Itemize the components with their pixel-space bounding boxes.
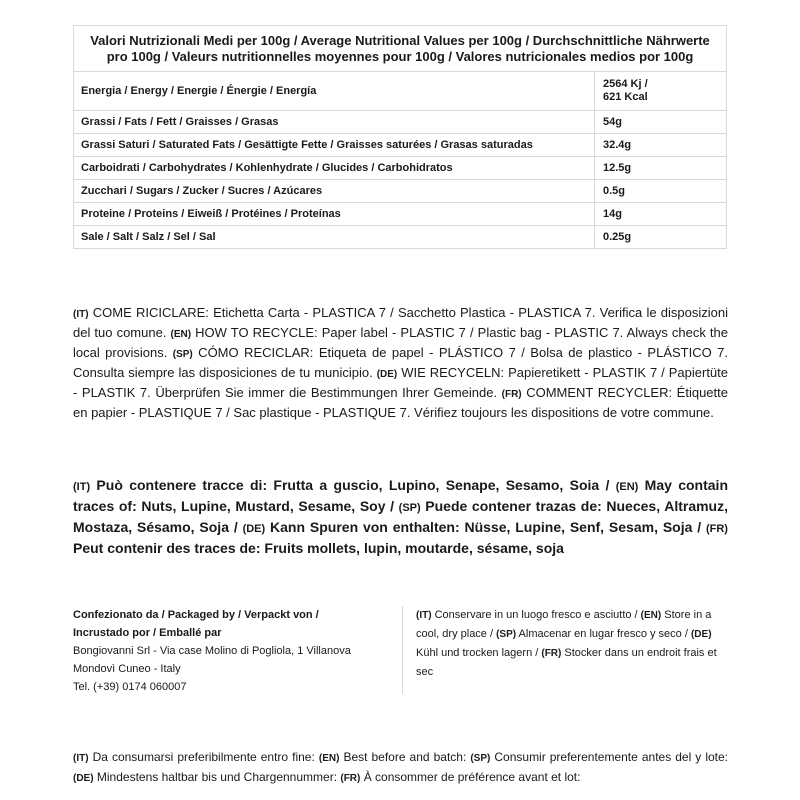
recycling-text-de: WIE RECYCELN: Papieretikett - PLASTIK 7 / Papiertüte - PLASTIK 7. Überprüfen Sie immer die Bestimmungen Ihrer Gemeinde. [73, 365, 728, 400]
energy-kj: 2564 Kj / [603, 78, 648, 90]
lang-tag-sp: (SP) [398, 502, 421, 514]
allergen-warning [73, 476, 728, 558]
packager-heading-line1: Confezionato da / Packaged by / Verpackt von / [73, 609, 319, 621]
nutrition-value: 14g [603, 208, 622, 220]
nutrition-table [73, 25, 727, 249]
lang-tag-fr: (FR) [705, 523, 728, 535]
lang-tag-de: (DE) [376, 369, 398, 380]
lang-tag-it: (IT) [73, 309, 89, 320]
allergen-text-de: Kann Spuren von enthalten: Nüsse, Lupine, Senf, Sesam, Soja / [265, 519, 706, 535]
lang-tag-it: (IT) [73, 753, 89, 764]
packager-phone: Tel. (+39) 0174 060007 [73, 681, 187, 693]
storage-text-en: Store in a cool, dry place / [416, 609, 712, 640]
nutrition-label: Proteine / Proteins / Eiweiß / Protéines / Proteínas [74, 203, 595, 225]
nutrition-row-salt [74, 226, 726, 248]
packager-address-line2: Mondovì Cuneo - Italy [73, 663, 181, 675]
storage-text-sp: Almacenar en lugar fresco y seco / [516, 628, 691, 640]
lang-tag-fr: (FR) [501, 389, 522, 400]
recycling-text-fr: COMMENT RECYCLER: Étiquette en papier - PLASTIQUE 7 / Sac plastique - PLASTIQUE 7. Vérifiez toujours les dispositions de votre commune. [73, 385, 728, 420]
nutrition-row-energy [74, 72, 726, 111]
recycling-text-sp: CÓMO RECICLAR: Etiqueta de papel - PLÁSTICO 7 / Bolsa de plastico - PLÁSTICO 7. Consulta siempre las disposiciones de tu municipio. [73, 345, 728, 380]
best-before-text-en: Best before and batch: [339, 750, 471, 764]
nutrition-label: Grassi Saturi / Saturated Fats / Gesättigte Fette / Graisses saturées / Grasas saturadas [74, 134, 595, 156]
nutrition-value: 0.25g [603, 231, 632, 243]
lang-tag-en: (EN) [170, 329, 192, 340]
lang-tag-de: (DE) [73, 773, 94, 784]
lang-tag-sp: (SP) [470, 753, 491, 764]
allergen-text-en: May contain traces of: Nuts, Lupine, Mustard, Sesame, Soy / [73, 477, 729, 514]
nutrition-row-saturated-fats [74, 134, 726, 157]
column-divider [402, 606, 403, 694]
storage-text-fr: Stocker dans un endroit frais et sec [416, 647, 717, 678]
nutrition-value [595, 72, 726, 110]
lang-tag-sp: (SP) [172, 349, 193, 360]
allergen-text-sp: Puede contener trazas de: Nueces, Altramuz, Mostaza, Sésamo, Soja / [73, 498, 728, 535]
nutrition-row-carbohydrates [74, 157, 726, 180]
lang-tag-it: (IT) [73, 481, 91, 493]
nutrition-row-proteins [74, 203, 726, 226]
storage-text-de: Kühl und trocken lagern / [416, 647, 542, 659]
allergen-text-it: Può contenere tracce di: Frutta a guscio, Lupino, Senape, Sesamo, Soia / [90, 477, 616, 493]
nutrition-row-sugars [74, 180, 726, 203]
nutrition-label: Grassi / Fats / Fett / Graisses / Grasas [74, 111, 595, 133]
packager-heading-line2: Incrustado por / Emballé par [73, 627, 222, 639]
lang-tag-sp: (SP) [496, 629, 517, 640]
recycling-text-it: COME RICICLARE: Etichetta Carta - PLASTICA 7 / Sacchetto Plastica - PLASTICA 7. Verifica le disposizioni del tuo comune. [73, 305, 728, 340]
storage-text-it: Conservare in un luogo fresco e asciutto / [431, 609, 641, 621]
nutrition-value: 54g [603, 116, 622, 128]
best-before-info [73, 748, 728, 788]
nutrition-label: Zucchari / Sugars / Zucker / Sucres / Azúcares [74, 180, 595, 202]
allergen-text-fr: Peut contenir des traces de: Fruits mollets, lupin, moutarde, sésame, soja [73, 540, 564, 556]
packager-address-line1: Bongiovanni Srl - Via case Molino di Pogliola, 1 Villanova [73, 645, 351, 657]
nutrition-value: 32.4g [603, 139, 632, 151]
lang-tag-it: (IT) [416, 610, 432, 621]
best-before-text-de: Mindestens haltbar bis und Chargennummer: [93, 770, 341, 784]
lang-tag-fr: (FR) [541, 648, 562, 659]
storage-instructions [416, 606, 729, 681]
lang-tag-en: (EN) [318, 753, 340, 764]
recycling-instructions [73, 304, 728, 422]
best-before-text-sp: Consumir preferentemente antes del y lote: [490, 750, 728, 764]
packager-info [73, 606, 391, 696]
nutrition-label: Sale / Salt / Salz / Sel / Sal [74, 226, 595, 248]
lang-tag-de: (DE) [690, 629, 712, 640]
energy-kcal: 621 Kcal [603, 91, 648, 103]
nutrition-label: Carboidrati / Carbohydrates / Kohlenhydrate / Glucides / Carbohidratos [74, 157, 595, 179]
lang-tag-en: (EN) [640, 610, 662, 621]
lang-tag-en: (EN) [615, 481, 639, 493]
nutrition-value: 0.5g [603, 185, 626, 197]
nutrition-value: 12.5g [603, 162, 632, 174]
nutrition-row-fats [74, 111, 726, 134]
best-before-text-fr: À consommer de préférence avant et lot: [360, 770, 581, 784]
lang-tag-de: (DE) [242, 523, 266, 535]
recycling-text-en: HOW TO RECYCLE: Paper label - PLASTIC 7 / Plastic bag - PLASTIC 7. Always check the local provisions. [73, 325, 728, 360]
lang-tag-fr: (FR) [340, 773, 361, 784]
nutrition-table-title: Valori Nutrizionali Medi per 100g / Average Nutritional Values per 100g / Durchschnittliche Nährwerte pro 100g / Valeurs nutritionnelles moyennes pour 100g / Valores nutricionales medios por 100g [74, 26, 726, 72]
nutrition-label: Energia / Energy / Energie / Énergie / Energía [74, 72, 595, 110]
best-before-text-it: Da consumarsi preferibilmente entro fine: [88, 750, 319, 764]
